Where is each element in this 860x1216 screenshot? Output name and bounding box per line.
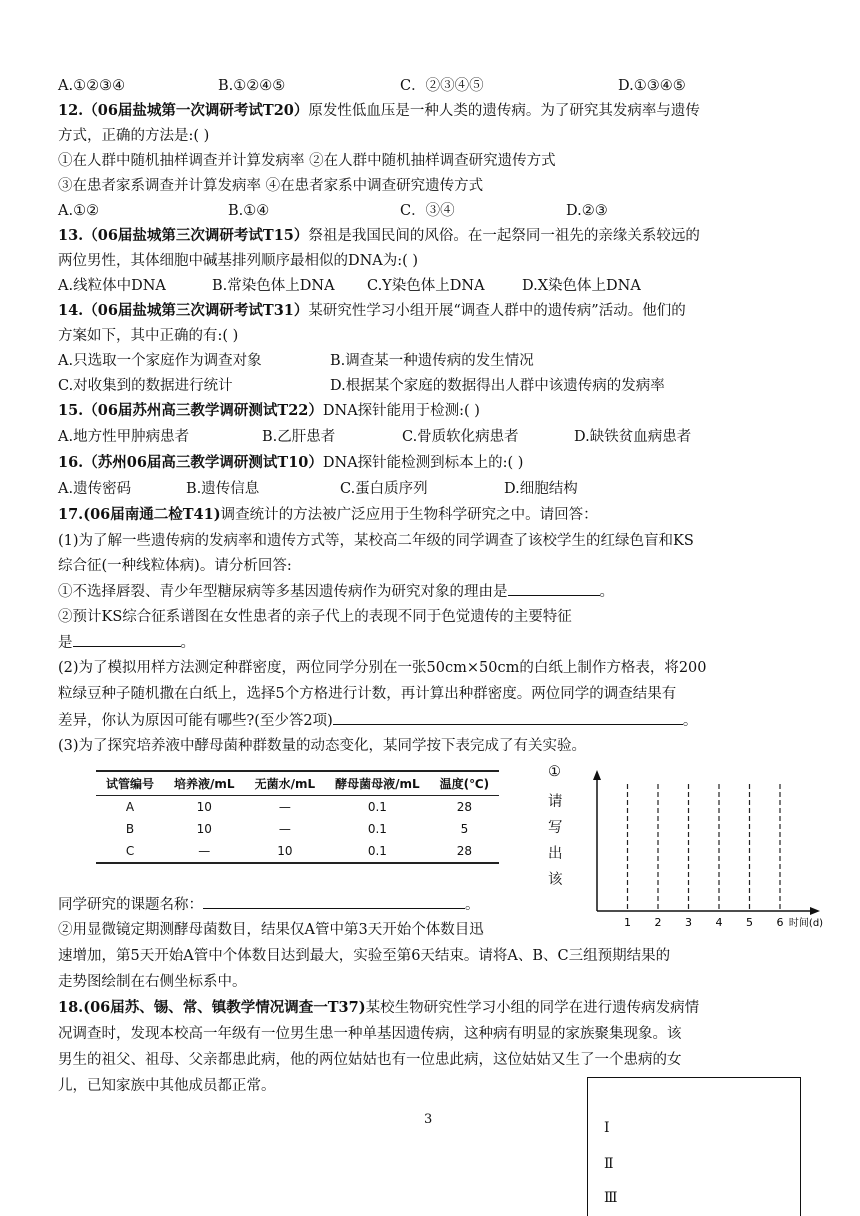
- q17-number: 17.(06届南通二检T41): [58, 506, 221, 523]
- q14-option-a: A.只选取一个家庭作为调查对象: [58, 353, 262, 369]
- table-cell: 28: [456, 800, 473, 814]
- q18-stem-line3: 男生的祖父、祖母、父亲都患此病，他的两位姑姑也有一位患此病，这位姑姑又生了一个患病的女: [58, 1052, 682, 1068]
- table-cell: 5: [460, 822, 469, 836]
- table-cell: —: [278, 800, 291, 814]
- answer-blank[interactable]: [333, 710, 683, 725]
- y-axis-arrow: [593, 770, 601, 780]
- tick-label: 2: [654, 916, 662, 929]
- q15-option-d: D.缺铁贫血病患者: [574, 429, 692, 445]
- q17-part3-q2-line1: ②用显微镜定期测酵母菌数目，结果仅A管中第3天开始个体数目迅: [58, 922, 484, 938]
- q17-part2-line1: (2)为了模拟用样方法测定种群密度，两位同学分别在一张50cm×50cm的白纸上制作方格表，将200: [58, 660, 707, 676]
- q17-part1-q2: ②预计KS综合征系谱图在女性患者的亲子代上的表现不同于色觉遗传的主要特征: [58, 609, 572, 625]
- table-cell: 10: [245, 840, 326, 863]
- q15-option-c: C.骨质软化病患者: [402, 429, 519, 445]
- table-header: 试管编号: [96, 771, 164, 796]
- pedigree-answer-box[interactable]: [587, 1077, 801, 1216]
- q18-number: 18.(06届苏、锡、常、镇教学情况调查一T37): [58, 999, 366, 1016]
- vertical-char: 请: [548, 794, 563, 810]
- vertical-char: 该: [548, 872, 563, 888]
- q15-option-b: B.乙肝患者: [262, 429, 336, 445]
- q17-part3-q2-line2: 速增加，第5天开始A管中个体数目达到最大，实验至第6天结束。请将A、B、C三组预期结果的: [58, 948, 671, 964]
- q17-part1-line1: (1)为了解一些遗传病的发病率和遗传方式等，某校高二年级的同学调查了该校学生的红绿色盲和KS: [58, 533, 694, 549]
- q14-option-c: C.对收集到的数据进行统计: [58, 378, 233, 394]
- q12-option-a: A.①②: [58, 203, 100, 219]
- q17-part1-line2: 综合征(一种线粒体病)。请分析回答:: [58, 558, 292, 574]
- table-cell: 10: [196, 822, 212, 836]
- q11-option-b: B.①②④⑤: [218, 78, 286, 94]
- q17-part3-intro: (3)为了探究培养液中酵母菌种群数量的动态变化，某同学按下表完成了有关实验。: [58, 738, 587, 754]
- q17-part1-q2-answer: 是 。: [58, 632, 195, 653]
- page-number: 3: [424, 1112, 433, 1127]
- q13-stem-line2: 两位男性，其体细胞中碱基排列顺序最相似的DNA为:( ): [58, 253, 419, 269]
- q12-statement-3-4: ③在患者家系调查并计算发病率 ④在患者家系中调查研究遗传方式: [58, 178, 484, 194]
- q12-option-c: C．③④: [400, 203, 455, 219]
- q13-stem-line1: 13.（06届盐城第三次调研考试T15）祭祖是我国民间的风俗。在一起祭同一祖先的亲缘关系较远的: [58, 227, 700, 244]
- q14-number: 14.（06届盐城第三次调研考试T31）: [58, 302, 309, 319]
- tick-label: 5: [746, 916, 753, 929]
- table-row: [96, 840, 499, 863]
- x-axis-label: 时间(d): [788, 918, 824, 929]
- q14-stem-line2: 方案如下，其中正确的有:( ): [58, 328, 239, 344]
- q12-option-d: D.②③: [566, 203, 608, 219]
- q13-option-d: D.X染色体上DNA: [522, 278, 641, 294]
- table-cell: A: [125, 800, 135, 814]
- q14-option-d: D.根据某个家庭的数据得出人群中该遗传病的发病率: [330, 378, 665, 394]
- table-row: [96, 818, 499, 840]
- table-header: 温度(℃): [430, 771, 500, 796]
- table-cell: 0.1: [367, 822, 387, 836]
- table-cell: 28: [430, 840, 500, 863]
- q12-stem-line1: 12.（06届盐城第一次调研考试T20）原发性低血压是一种人类的遗传病。为了研究其发病率与遗传: [58, 102, 700, 119]
- q16-option-d: D.细胞结构: [504, 481, 578, 497]
- tick-label: 1: [624, 916, 631, 929]
- generation-label: Ⅲ: [604, 1190, 618, 1206]
- vertical-char: 写: [548, 820, 563, 836]
- answer-blank[interactable]: [508, 581, 600, 596]
- q18-stem-line1: 18.(06届苏、锡、常、镇教学情况调查一T37)某校生物研究性学习小组的同学在进行遗传病发病情: [58, 999, 700, 1016]
- q12-option-b: B.①④: [228, 203, 270, 219]
- q12-stem-line2: 方式，正确的方法是:( ): [58, 128, 210, 144]
- table-header: 酵母菌母液/mL: [325, 771, 430, 796]
- q17-part3-q2-line3: 走势图绘制在右侧坐标系中。: [58, 974, 247, 990]
- q17-part2-line3: 差异，你认为原因可能有哪些?(至少答2项) 。: [58, 710, 697, 731]
- table-cell: C: [96, 840, 164, 863]
- table-header: 培养液/mL: [164, 771, 245, 796]
- table-cell: 0.1: [367, 800, 387, 814]
- table-cell: —: [278, 822, 291, 836]
- table-row: [96, 796, 499, 819]
- q14-stem-line1: 14.（06届盐城第三次调研考试T31）某研究性学习小组开展“调查人群中的遗传病”活动。他们的: [58, 302, 686, 319]
- q16-stem: 16.（苏州06届高三教学调研测试T10）DNA探针能检测到标本上的:( ): [58, 454, 524, 471]
- q14-option-b: B.调查某一种遗传病的发生情况: [330, 353, 534, 369]
- q11-option-d: D.①③④⑤: [618, 78, 686, 94]
- q13-option-a: A.线粒体中DNA: [58, 278, 166, 294]
- q13-option-c: C.Y染色体上DNA: [367, 278, 485, 294]
- q12-number: 12.（06届盐城第一次调研考试T20）: [58, 102, 309, 119]
- answer-blank[interactable]: [73, 632, 181, 647]
- q13-option-b: B.常染色体上DNA: [212, 278, 335, 294]
- q11-option-c: C．②③④⑤: [400, 78, 484, 94]
- table-cell: B: [125, 822, 135, 836]
- q18-stem-line2: 况调查时，发现本校高一年级有一位男生患一种单基因遗传病，这种病有明显的家族聚集现象。该: [58, 1026, 682, 1042]
- table-cell: 10: [196, 800, 212, 814]
- experiment-table: [96, 770, 499, 864]
- generation-label: Ⅱ: [604, 1156, 614, 1172]
- table-cell: 0.1: [325, 840, 430, 863]
- q16-number: 16.（苏州06届高三教学调研测试T10）: [58, 454, 323, 471]
- q15-number: 15.（06届苏州高三教学调研测试T22）: [58, 402, 323, 419]
- q15-option-a: A.地方性甲肿病患者: [58, 429, 190, 445]
- table-header: 无菌水/mL: [245, 771, 326, 796]
- q16-option-a: A.遗传密码: [58, 481, 132, 497]
- table-cell: —: [164, 840, 245, 863]
- q16-option-b: B.遗传信息: [186, 481, 260, 497]
- generation-label: Ⅰ: [604, 1120, 610, 1136]
- tick-label: 6: [776, 916, 784, 929]
- tick-label: 4: [715, 916, 723, 929]
- q11-option-a: A.①②③④: [58, 78, 126, 94]
- vertical-char: 出: [548, 846, 563, 862]
- vertical-char: ①: [548, 764, 561, 780]
- q17-part2-line2: 粒绿豆种子随机撒在白纸上，选择5个方格进行计数，再计算出种群密度。两位同学的调查结果有: [58, 686, 677, 702]
- q17-stem: 17.(06届南通二检T41)调查统计的方法被广泛应用于生物科学研究之中。请回答：: [58, 506, 598, 523]
- q12-statement-1-2: ①在人群中随机抽样调查并计算发病率 ②在人群中随机抽样调查研究遗传方式: [58, 153, 556, 169]
- q18-stem-line4: 儿，已知家族中其他成员都正常。: [58, 1078, 276, 1094]
- q17-part1-q1: ①不选择唇裂、青少年型糖尿病等多基因遗传病作为研究对象的理由是 。: [58, 581, 614, 602]
- x-axis-arrow: [810, 907, 820, 915]
- q15-stem: 15.（06届苏州高三教学调研测试T22）DNA探针能用于检测:( ): [58, 402, 480, 419]
- answer-blank[interactable]: [203, 894, 465, 909]
- blank-answer-graph[interactable]: [588, 770, 834, 930]
- q16-option-c: C.蛋白质序列: [340, 481, 428, 497]
- q17-part3-q1-answer: 同学研究的课题名称： 。: [58, 894, 480, 915]
- q13-number: 13.（06届盐城第三次调研考试T15）: [58, 227, 309, 244]
- tick-label: 3: [685, 916, 692, 929]
